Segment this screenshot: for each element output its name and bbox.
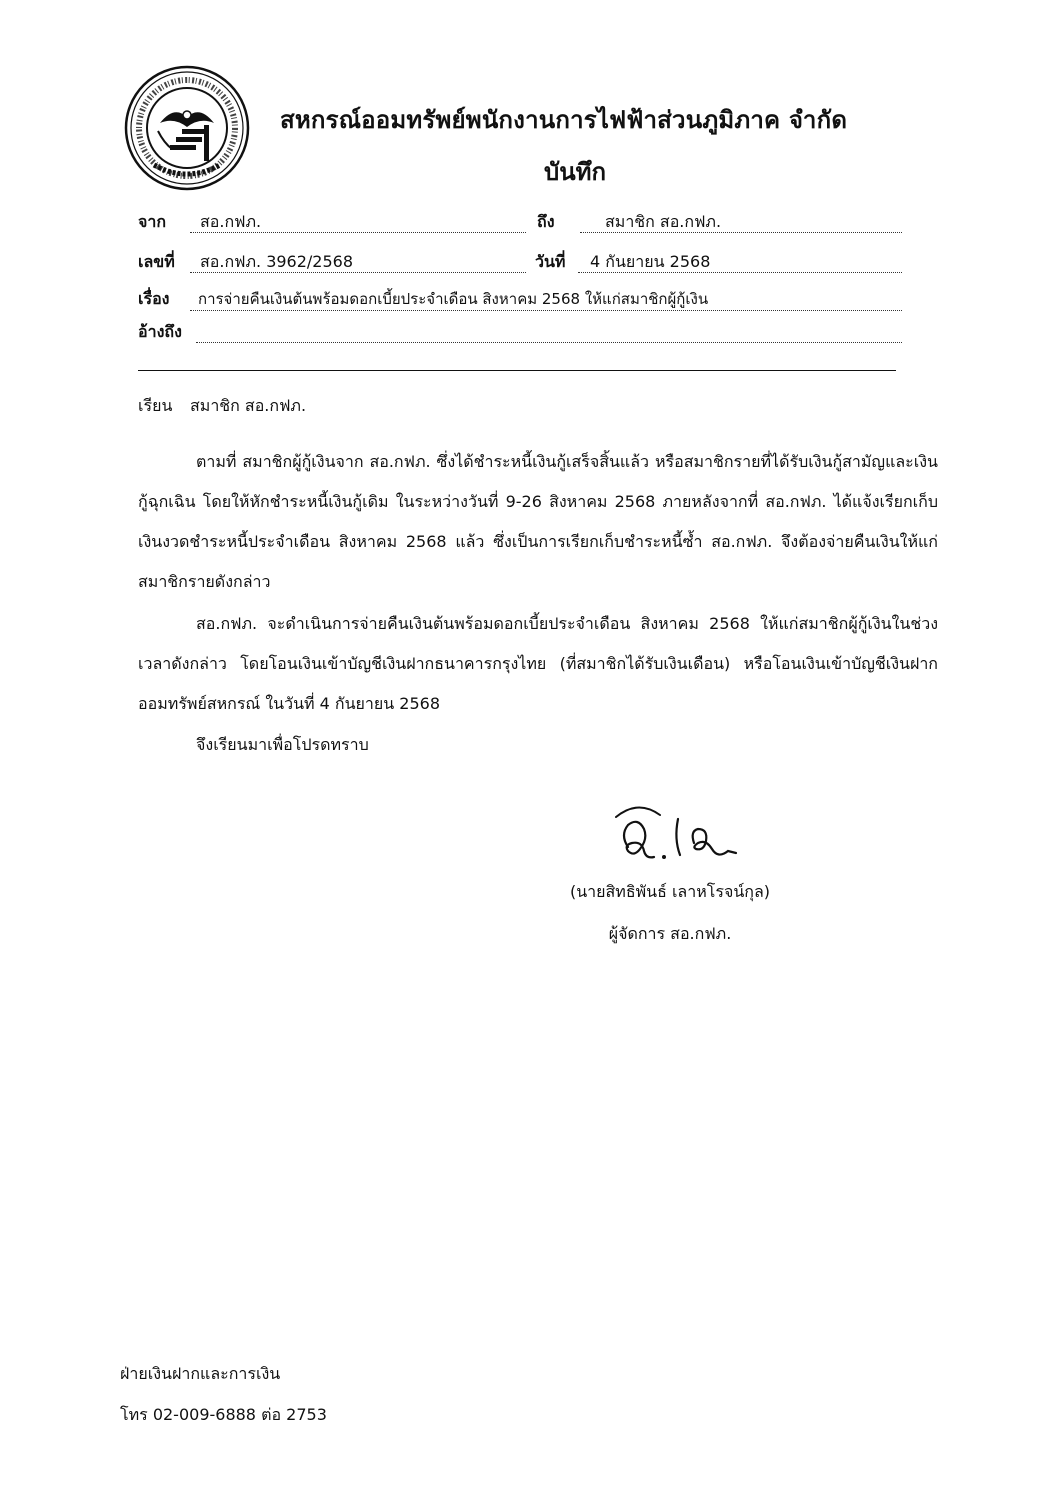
- number-value: สอ.กฟภ. 3962/2568: [200, 252, 354, 271]
- document-type-title: บันทึก: [544, 158, 606, 186]
- handwritten-signature-icon: [598, 795, 768, 875]
- to-value: สมาชิก สอ.กฟภ.: [605, 212, 722, 231]
- closing-line: จึงเรียนมาเพื่อโปรดทราบ: [196, 735, 369, 754]
- from-label: จาก: [138, 212, 167, 231]
- subject-label: เรื่อง: [138, 289, 170, 308]
- to-label: ถึง: [537, 212, 555, 231]
- subject-value: การจ่ายคืนเงินต้นพร้อมดอกเบี้ยประจำเดือน สิงหาคม 2568 ให้แก่สมาชิกผู้กู้เงิน: [198, 290, 709, 308]
- number-label: เลขที่: [138, 252, 175, 271]
- reference-dotted-line: [196, 342, 902, 343]
- organization-name: สหกรณ์ออมทรัพย์พนักงานการไฟฟ้าส่วนภูมิภาค จำกัด: [280, 106, 848, 134]
- salutation-value: สมาชิก สอ.กฟภ.: [190, 396, 307, 415]
- salutation-label: เรียน: [138, 396, 173, 415]
- signer-name: (นายสิทธิพันธ์ เลาหโรจน์กุล): [570, 882, 770, 901]
- body-paragraph-1-text: ตามที่ สมาชิกผู้กู้เงินจาก สอ.กฟภ. ซึ่งได้ชำระหนี้เงินกู้เสร็จสิ้นแล้ว หรือสมาชิกรายที่ได้รับเงินกู้สามัญและเงินกู้ฉุกเฉิน โดยให้หักชำระหนี้เงินกู้เดิม ในระหว่างวันที่ 9-26 สิงหาคม 2568 ภายหลังจากที่ สอ.กฟภ. ได้แจ้งเรียกเก็บเงินงวดชำระหนี้ประจำเดือน สิงหาคม 2568 แล้ว ซึ่งเป็นการเรียกเก็บชำระหนี้ซ้ำ สอ.กฟภ. จึงต้องจ่ายคืนเงินให้แก่สมาชิกรายดังกล่าว: [138, 452, 938, 591]
- date-label: วันที่: [535, 252, 566, 271]
- header-divider: [138, 370, 896, 371]
- body-paragraph-2: [138, 604, 938, 724]
- body-paragraph-2-text: สอ.กฟภ. จะดำเนินการจ่ายคืนเงินต้นพร้อมดอกเบี้ยประจำเดือน สิงหาคม 2568 ให้แก่สมาชิกผู้กู้เงินในช่วงเวลาดังกล่าว โดยโอนเงินเข้าบัญชีเงินฝากธนาคารกรุงไทย (ที่สมาชิกได้รับเงินเดือน) หรือโอนเงินเข้าบัญชีเงินฝากออมทรัพย์สหกรณ์ ในวันที่ 4 กันยายน 2568: [138, 614, 938, 713]
- body-paragraph-1: [138, 442, 938, 602]
- from-value: สอ.กฟภ.: [200, 212, 262, 231]
- date-value: 4 กันยายน 2568: [590, 252, 711, 271]
- reference-label: อ้างถึง: [138, 322, 182, 341]
- signer-title: ผู้จัดการ สอ.กฟภ.: [608, 924, 732, 943]
- footer-department: ฝ่ายเงินฝากและการเงิน: [120, 1364, 281, 1383]
- footer-phone: โทร 02-009-6888 ต่อ 2753: [120, 1405, 327, 1424]
